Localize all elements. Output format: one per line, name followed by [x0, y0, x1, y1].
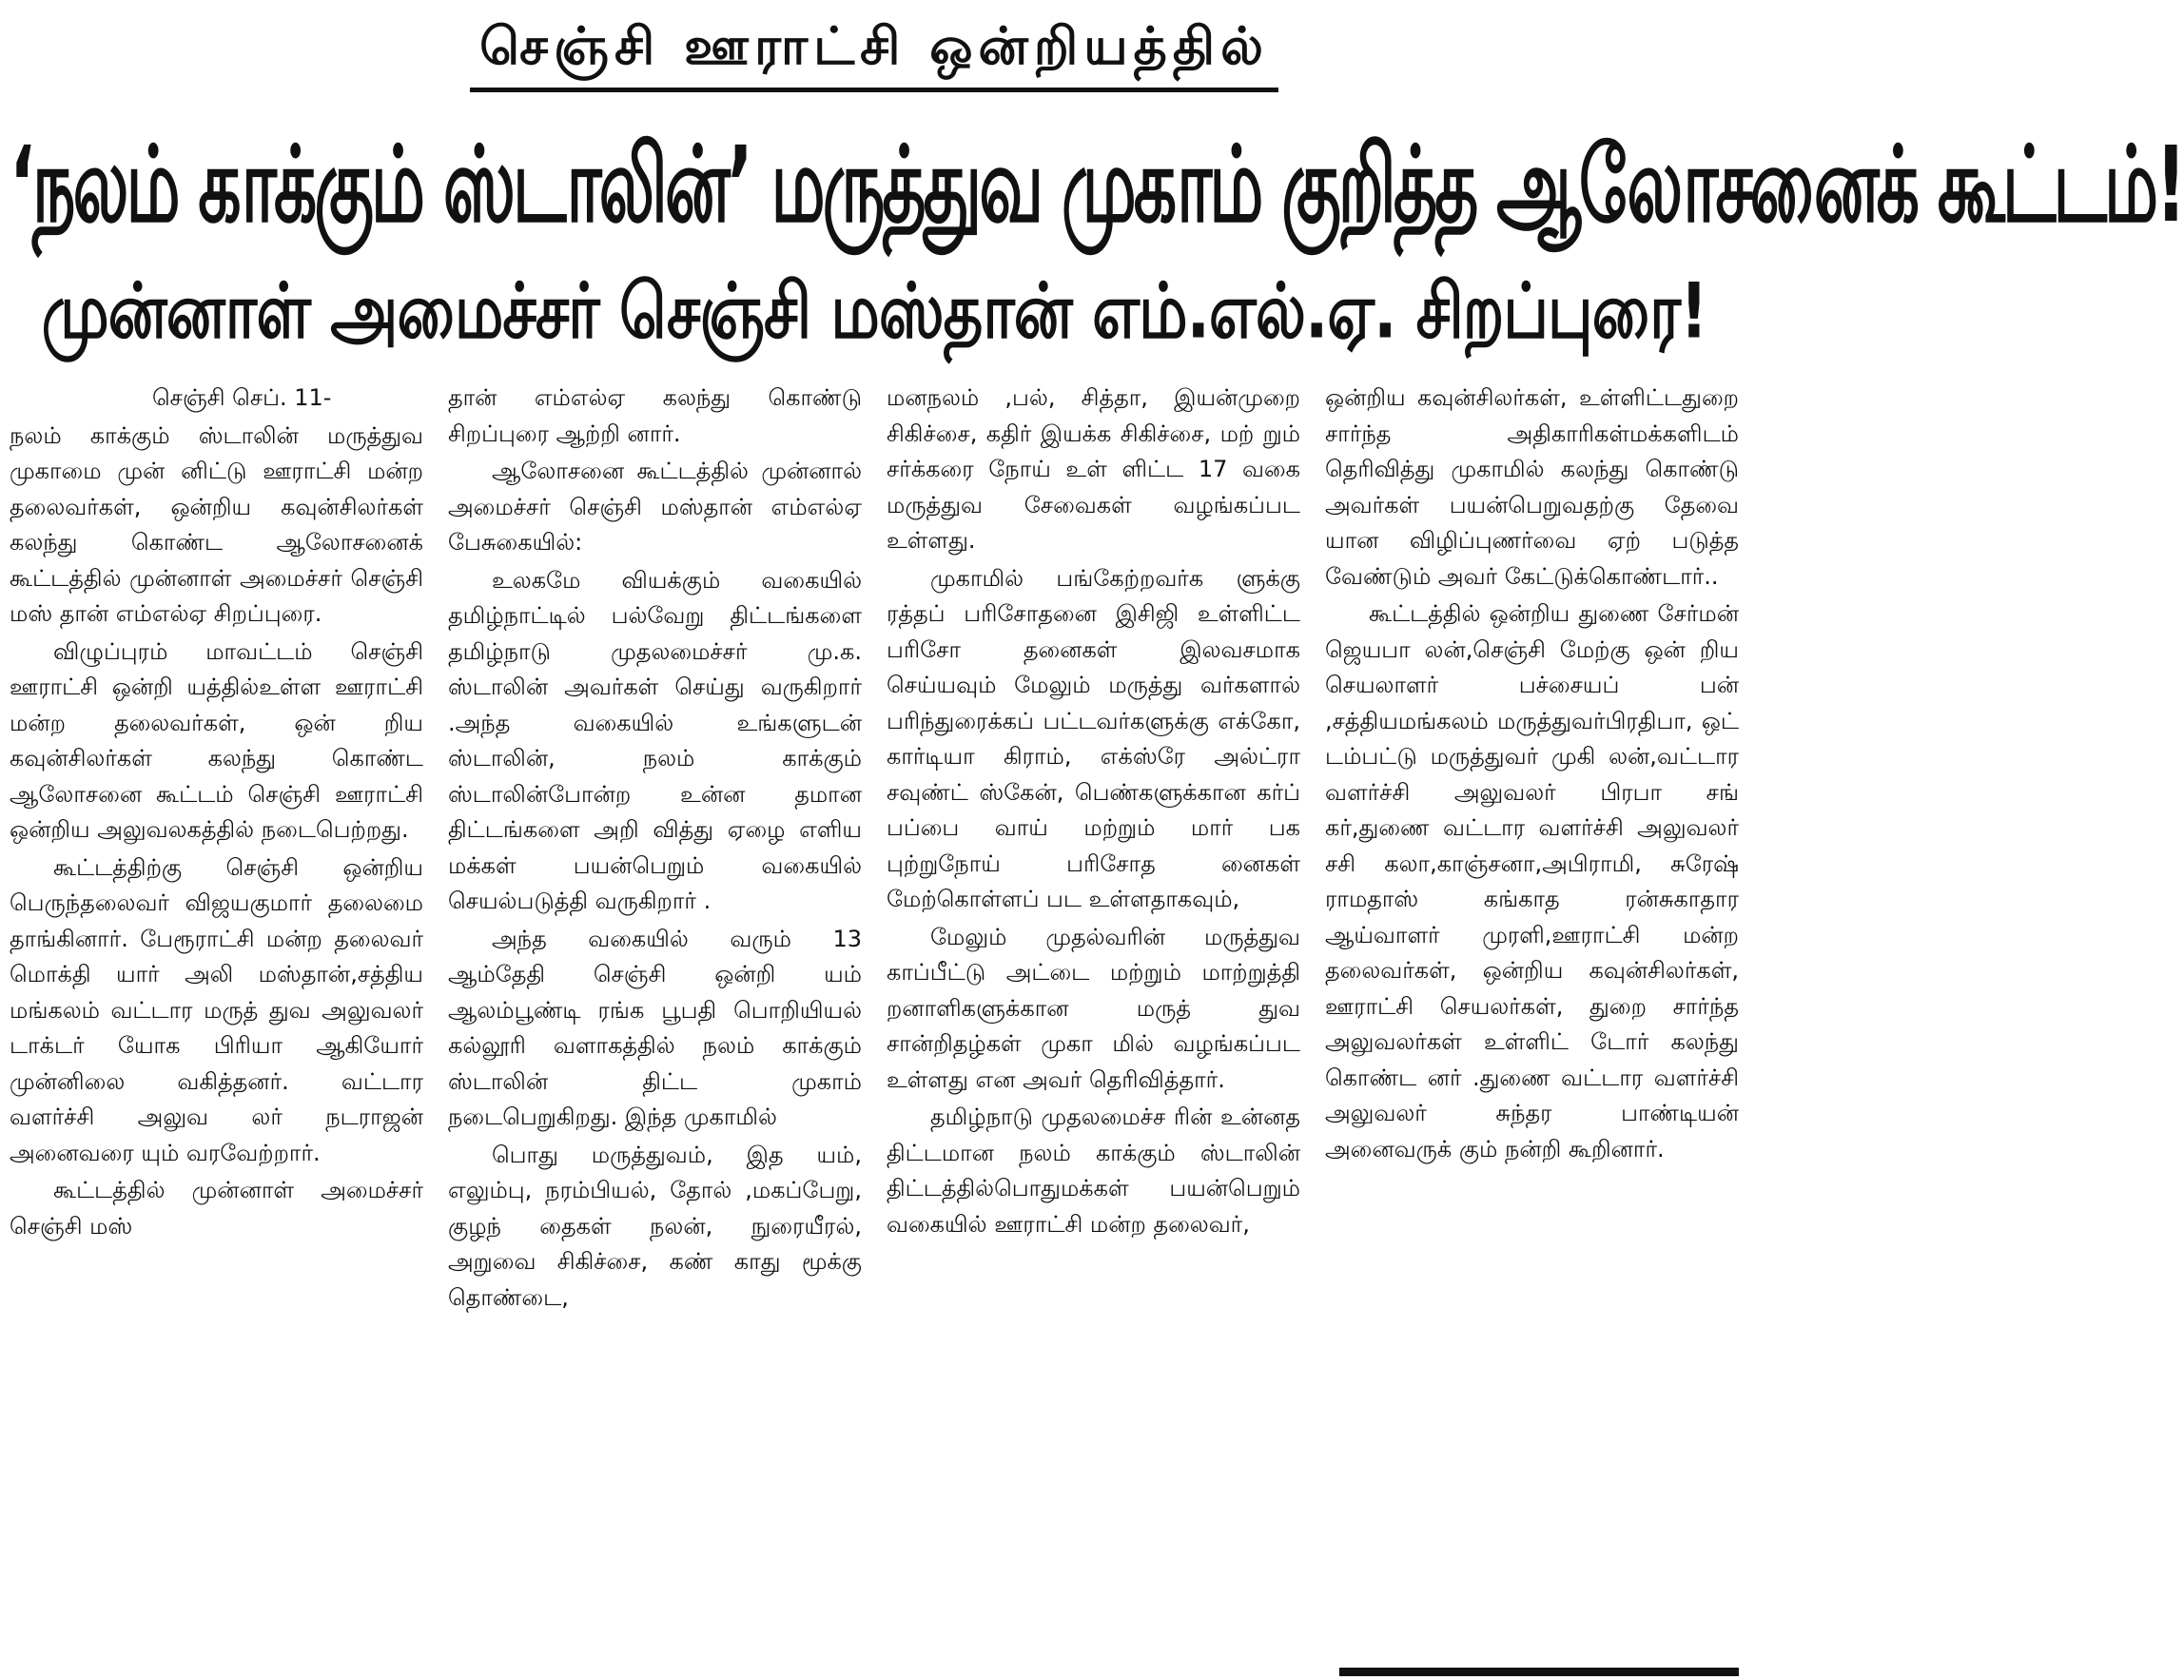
paragraph: கூட்டத்தில் ஒன்றிய துணை சேர்மன் ஜெயபா லன்,செஞ்சி மேற்கு ஒன் றிய செயலாளர் பச்சையப் பன் ,சத்தியமங்கலம் மருத்துவர்பிரதிபா, ஒட் டம்பட்டு மருத்துவர் முகி லன்,வட்டார வளர்ச்சி அலுவலர் பிரபா சங் கர்,துணை வட்டார வளர்ச்சி அலுவலர் சசி கலா,காஞ்சனா,அபிராமி, சுரேஷ் ராமதாஸ் கங்காத ரன்சுகாதார ஆய்வாளர் முரளி,ஊராட்சி மன்ற தலைவர்கள், ஒன்றிய கவுன்சிலர்கள், ஊராட்சி செயலர்கள், துறை சார்ந்த அலுவலர்கள் உள்ளிட் டோர் கலந்து கொண்ட னர் .துணை வட்டார வளர்ச்சி அலுவலர் சுந்தர பாண்டியன் அனைவருக் கும் நன்றி கூறினார்.	[1325, 600, 1739, 1162]
column-3	[887, 381, 1300, 1665]
kicker-container	[10, 13, 1739, 101]
paragraph: நலம் காக்கும் ஸ்டாலின் மருத்துவ முகாமை முன் னிட்டு ஊராட்சி மன்ற தலைவர்கள், ஒன்றிய கவுன்சிலர்கள் கலந்து கொண்ட ஆலோசனைக் கூட்டத்தில் முன்னாள் அமைச்சர் செஞ்சி மஸ் தான் எம்எல்ஏ சிறப்புரை.	[10, 421, 423, 627]
end-rule	[1339, 1668, 1739, 1676]
dateline: செஞ்சி செப். 11-	[152, 384, 332, 411]
paragraph: தமிழ்நாடு முதலமைச்ச ரின் உன்னத திட்டமான நலம் காக்கும் ஸ்டாலின் திட்டத்தில்பொதுமக்கள் பயன்பெறும் வகையில் ஊராட்சி மன்ற தலைவர்,	[887, 1104, 1300, 1238]
paragraph: மனநலம் ,பல், சித்தா, இயன்முறை சிகிச்சை, கதிர் இயக்க சிகிச்சை, மற் றும் சர்க்கரை நோய் உள் ளிட்ட 17 வகை மருத்துவ சேவைகள் வழங்கப்பட உள்ளது.	[887, 384, 1300, 554]
column-4	[1325, 381, 1739, 1665]
paragraph: அந்த வகையில் வரும் 13 ஆம்தேதி செஞ்சி ஒன்றி யம் ஆலம்பூண்டி ரங்க பூபதி பொறியியல் கல்லூரி வளாகத்தில் நலம் காக்கும் ஸ்டாலின் திட்ட முகாம் நடைபெறுகிறது. இந்த முகாமில்	[448, 925, 862, 1130]
paragraph: கூட்டத்திற்கு செஞ்சி ஒன்றிய பெருந்தலைவர் விஜயகுமார் தலைமை தாங்கினார். பேரூராட்சி மன்ற தலைவர் மொக்தி யார் அலி மஸ்தான்,சத்திய மங்கலம் வட்டார மருத் துவ அலுவலர் டாக்டர் யோக பிரியா ஆகியோர் முன்னிலை வகித்தனர். வட்டார வளர்ச்சி அலுவ லர் நடராஜன் அனைவரை யும் வரவேற்றார்.	[10, 853, 423, 1166]
paragraph: கூட்டத்தில் முன்னாள் அமைச்சர் செஞ்சி மஸ்	[10, 1177, 423, 1240]
paragraph: பொது மருத்துவம், இத யம், எலும்பு, நரம்பியல், தோல் ,மகப்பேறு, குழந் தைகள் நலன், நுரையீரல், அறுவை சிகிச்சை, கண் காது மூக்கு தொண்டை,	[448, 1141, 862, 1311]
column-2	[448, 381, 862, 1665]
paragraph: மேலும் முதல்வரின் மருத்துவ காப்பீட்டு அட்டை மற்றும் மாற்றுத்தி றனாளிகளுக்கான மருத் துவ சான்றிதழ்கள் முகா மில் வழங்கப்பட உள்ளது என அவர் தெரிவித்தார்.	[887, 923, 1300, 1093]
paragraph: உலகமே வியக்கும் வகையில் தமிழ்நாட்டில் பல்வேறு திட்டங்களை தமிழ்நாடு முதலமைச்சர் மு.க. ஸ்டாலின் அவர்கள் செய்து வருகிறார் .அந்த வகையில் உங்களுடன் ஸ்டாலின், நலம் காக்கும் ஸ்டாலின்போன்ற உன்ன தமான திட்டங்களை அறி வித்து ஏழை எளிய மக்கள் பயன்பெறும் வகையில் செயல்படுத்தி வருகிறார் .	[448, 566, 862, 914]
column-1	[10, 381, 423, 1665]
paragraph: முகாமில் பங்கேற்றவர்க ளுக்கு ரத்தப் பரிசோதனை இசிஜி உள்ளிட்ட பரிசோ தனைகள் இலவசமாக செய்யவும் மேலும் மருத்து வர்களால் பரிந்துரைக்கப் பட்டவர்களுக்கு எக்கோ, கார்டியா கிராம், எக்ஸ்ரே அல்ட்ரா சவுண்ட் ஸ்கேன், பெண்களுக்கான கர்ப் பப்பை வாய் மற்றும் மார் பக புற்றுநோய் பரிசோத னைகள் மேற்கொள்ளப் பட உள்ளதாகவும்,	[887, 564, 1300, 912]
article-body	[10, 381, 1739, 1665]
article-headline: ‘நலம் காக்கும் ஸ்டாலின்’ மருத்துவ முகாம் குறித்த ஆலோசனைக் கூட்டம்!	[10, 123, 2184, 246]
paragraph: தான் எம்எல்ஏ கலந்து கொண்டு சிறப்புரை ஆற்றி னார்.	[448, 384, 862, 447]
article-kicker: செஞ்சி ஊராட்சி ஒன்றியத்தில்	[470, 13, 1278, 92]
paragraph: ஆலோசனை கூட்டத்தில் முன்னால் அமைச்சர் செஞ்சி மஸ்தான் எம்எல்ஏ பேசுகையில்:	[448, 458, 862, 556]
article-subheadline: முன்னாள் அமைச்சர் செஞ்சி மஸ்தான் எம்.எல்.ஏ. சிறப்புரை!	[41, 267, 1707, 357]
paragraph: ஒன்றிய கவுன்சிலர்கள், உள்ளிட்டதுறை சார்ந்த அதிகாரிகள்மக்களிடம் தெரிவித்து முகாமில் கலந்து கொண்டு அவர்கள் பயன்பெறுவதற்கு தேவை யான விழிப்புணர்வை ஏற் படுத்த வேண்டும் அவர் கேட்டுக்கொண்டார்..	[1325, 384, 1739, 590]
paragraph: விழுப்புரம் மாவட்டம் செஞ்சி ஊராட்சி ஒன்றி யத்தில்உள்ள ஊராட்சி மன்ற தலைவர்கள், ஒன் றிய கவுன்சிலர்கள் கலந்து கொண்ட ஆலோசனை கூட்டம் செஞ்சி ஊராட்சி ஒன்றிய அலுவலகத்தில் நடைபெற்றது.	[10, 637, 423, 843]
